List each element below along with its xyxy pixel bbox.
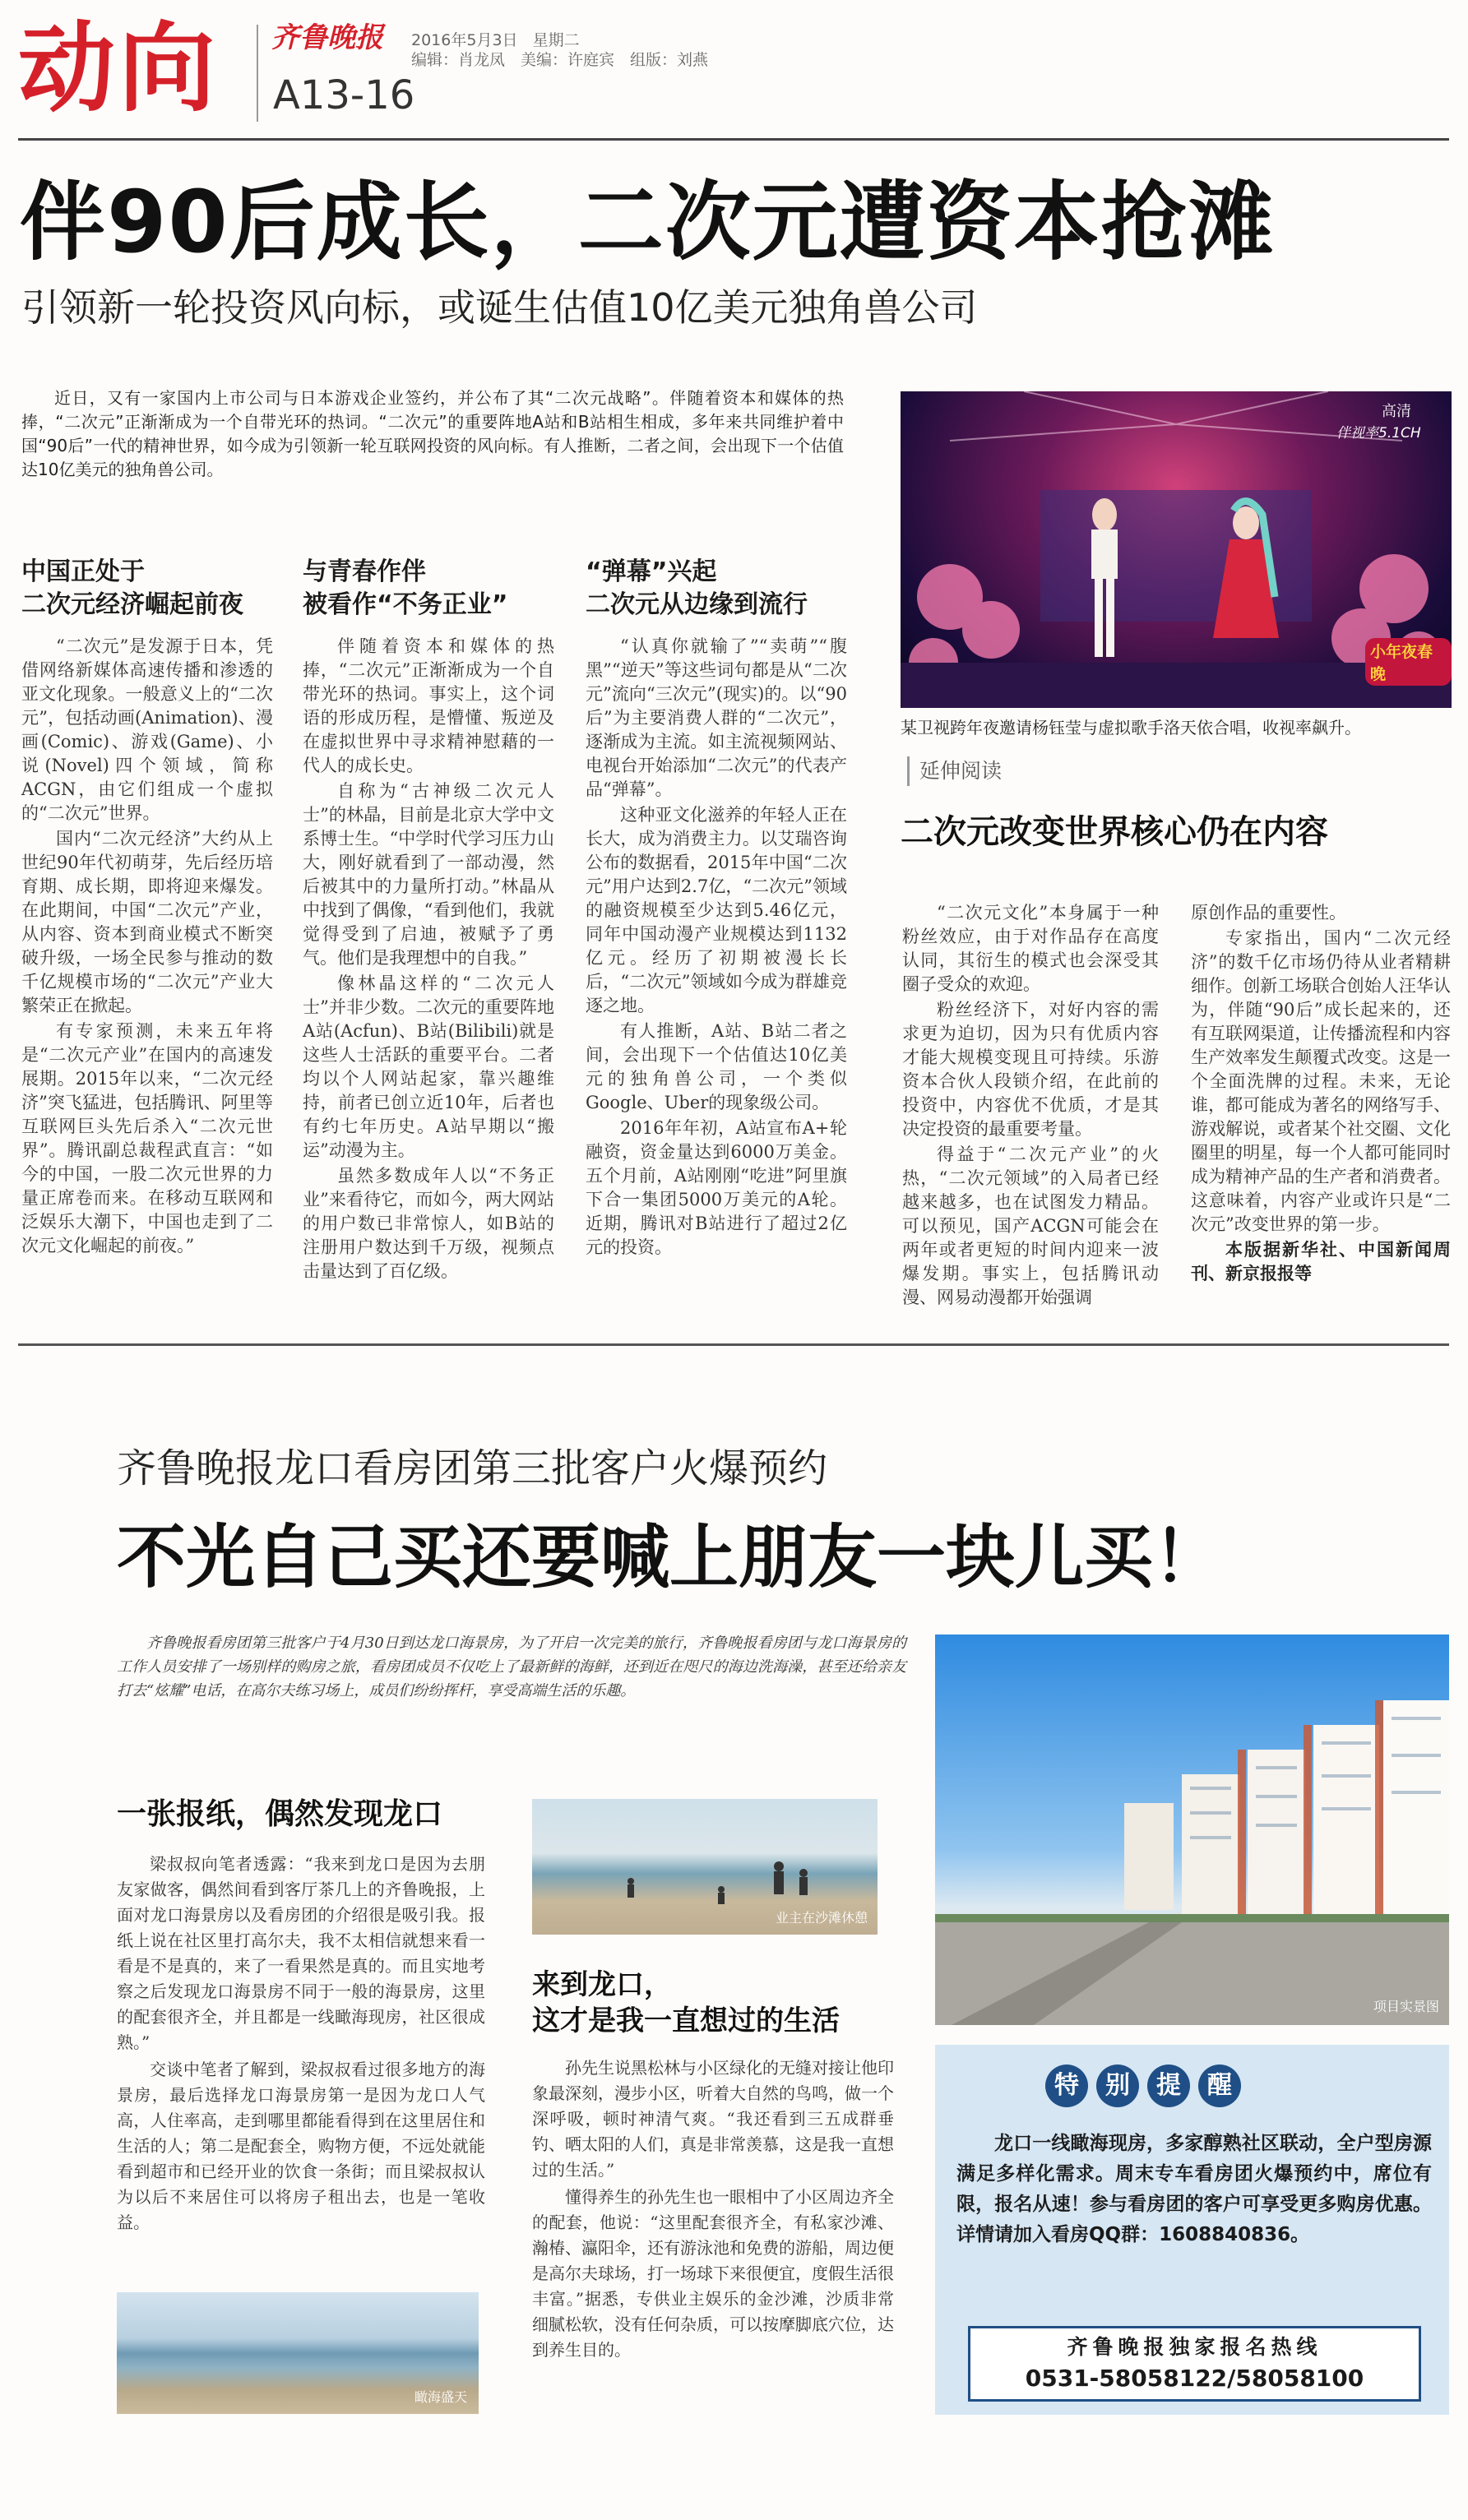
col2-para: 虽然多数成年人以“不务正业”来看待它，而如今，两大网站的用户数已非常惊人，如B站的注册用户数达到千万级，视频点击量达到了百亿级。	[303, 1166, 554, 1281]
side-a-para: 粉丝经济下，对好内容的需求更为迫切，因为只有优质内容才能大规模变现且可持续。乐游资本合伙人段锁介绍，在此前的投资中，内容优不优质，才是其决定投资的最重要考量。	[902, 1000, 1159, 1139]
col3-para: 这种亚文化滋养的年轻人正在长大，成为消费主力。以艾瑞咨询公布的数据看，2015年中国“二次元”用户达到2.7亿，“二次元”领域的融资规模至少达到5.46亿元，同年中国动漫产业规模达到1132亿元。经历了初期被漫长长后，“二次元”领域如今成为群雄竞逐之地。	[586, 805, 847, 1015]
article2-lead: 齐鲁晚报看房团第三批客户于4月30日到达龙口海景房，为了开启一次完美的旅行，齐鲁晚报看房团与龙口海景房的工作人员安排了一场别样的购房之旅，看房团成员不仅吃上了最新鲜的海鲜，还到近在咫尺的海边洗海澡，甚至还给亲友打去“炫耀”电话，在高尔夫练习场上，成员们纷纷挥杆，享受高端生活的乐趣。	[117, 1635, 906, 1699]
building-scene	[935, 1635, 1449, 2025]
article1-headline: 伴90后成长，二次元遭资本抢滩	[20, 172, 1276, 272]
article1-lead: 近日，又有一家国内上市公司与日本游戏企业签约，并公布了其“二次元战略”。伴随着资本和媒体的热捧，“二次元”正渐渐成为一个自带光环的热词。“二次元”的重要阵地A站和B站相生相成，多年来共同维护着中国“90后”一代的精神世界，如今成为引领新一轮互联网投资的风向标。有人推断，二者之间，会出现下一个估值达10亿美元的独角兽公司。	[21, 388, 844, 479]
building-photo	[935, 1635, 1449, 2025]
col3-title-1: “弹幕”兴起	[586, 557, 717, 586]
col3-body	[586, 635, 847, 1260]
hotline-box	[968, 2326, 1421, 2402]
notice-title	[1045, 2065, 1241, 2107]
section-title: 动向	[18, 12, 220, 125]
concert-photo-caption: 某卫视跨年夜邀请杨钰莹与虚拟歌手洛天依合唱，收视率飙升。	[901, 718, 1361, 738]
page-number: A13-16	[273, 72, 415, 118]
side-col-a	[902, 901, 1159, 1311]
notice-title-char: 醒	[1198, 2065, 1241, 2107]
col2-title-2: 被看作“不务正业”	[303, 590, 508, 619]
side-kicker: 延伸阅读	[907, 756, 1452, 786]
col2-body	[303, 635, 554, 1283]
side-b-para: 原创作品的重要性。	[1191, 903, 1346, 922]
col2-para: 自称为“古神级二次元人士”的林晶，目前是北京大学中文系博士生。“中学时代学习压力山大，刚好就看到了一部动漫，然后被其中的力量所打动。”林晶从中找到了偶像，“看到他们，我就觉得受到了启迪，被赋予了勇气。他们是我理想中的自我。”	[303, 781, 554, 968]
col1-title-2: 二次元经济崛起前夜	[21, 590, 243, 619]
side-a-para: 得益于“二次元产业”的火热，“二次元领域”的入局者已经越来越多，也在试图发力精品。可以预见，国产ACGN可能会在两年或者更短的时间内迎来一波爆发期。事实上，包括腾讯动漫、网易动漫都开始强调	[902, 1144, 1159, 1307]
col3-title-2: 二次元从边缘到流行	[586, 590, 808, 619]
sec1-para: 交谈中笔者了解到，梁叔叔看过很多地方的海景房，最后选择龙口海景房第一是因为龙口人气高，人住率高，走到哪里都能看得到在这里居住和生活的人；第二是配套全，购物方便，不远处就能看到超市和已经开业的饮食一条街；而且梁叔叔认为以后不来居住可以将房子租出去，也是一笔收益。	[117, 2060, 485, 2232]
building-photo-caption: 项目实景图	[1373, 1999, 1439, 2014]
sec1-para: 梁叔叔向笔者透露：“我来到龙口是因为去朋友家做客，偶然间看到客厅茶几上的齐鲁晚报，上面对龙口海景房以及看房团的介绍很是吸引我。报纸上说在社区里打高尔夫，我不太相信就想来看一看是不是真的，来了一看果然是真的。而且实地考察之后发现龙口海景房不同于一般的海景房，这里的配套很齐全，并且都是一线瞰海现房，社区很成熟。”	[117, 1854, 485, 2052]
col3-para: 2016年年初，A站宣布A+轮融资，资金量达到6000万美金。五个月前，A站刚刚“吃进”阿里旗下合一集团5000万美元的A轮。近期，腾讯对B站进行了超过2亿元的投资。	[586, 1118, 847, 1257]
hotline-label: 齐鲁晚报独家报名热线	[1067, 2335, 1322, 2359]
side-source: 本版据新华社、中国新闻周刊、新京报报等	[1191, 1240, 1451, 1283]
photo-tag: 高清	[1382, 403, 1411, 420]
article2-headline: 不光自己买还要喊上朋友一块儿买！	[117, 1517, 1223, 1598]
sec1-body	[117, 1852, 485, 2237]
side-title: 二次元改变世界核心仍在内容	[901, 813, 1328, 851]
col1-body	[21, 635, 273, 1258]
col2-title-1: 与青春作伴	[303, 557, 426, 586]
sec2-title-2: 这才是我一直想过的生活	[532, 2004, 840, 2037]
article1-col3	[586, 556, 847, 1261]
col1-para: 国内“二次元经济”大约从上世纪90年代初萌芽，先后经历培育期、成长期，即将迎来爆发。在此期间，中国“二次元”产业，从内容、资本到商业模式不断突破升级，一场全民参与推动的数千亿规模市场的“二次元”产业大繁荣正在掀起。	[21, 829, 273, 1015]
masthead-divider	[257, 25, 258, 122]
article1-col1	[21, 556, 273, 1260]
col1-para: 有专家预测，未来五年将是“二次元产业”在国内的高速发展期。2015年以来，“二次元经济”突飞猛进，包括腾讯、阿里等互联网巨头先后杀入“二次元世界”。腾讯副总裁程武直言：“如今的中国，一股二次元世界的力量正席卷而来。在移动互联网和泛娱乐大潮下，中国也走到了二次元文化崛起的前夜。”	[21, 1021, 273, 1255]
col3-para: 有人推断，A站、B站二者之间，会出现下一个估值达10亿美元的独角兽公司，一个类似Google、Uber的现象级公司。	[586, 1021, 847, 1112]
sec1-title: 一张报纸，偶然发现龙口	[117, 1797, 443, 1831]
side-feature	[901, 756, 1452, 855]
article-separator	[18, 1343, 1449, 1346]
hotline-numbers: 0531-58058122/58058100	[1025, 2365, 1364, 2392]
sec2-para: 懂得养生的孙先生也一眼相中了小区周边齐全的配套，他说：“这里配套很齐全，有私家沙滩、瀚椿、瀛阳伞，还有游泳池和免费的游船，周边便是高尔夫球场，打一场球下来很便宜，度假生活很丰富。”据悉，专供业主娱乐的金沙滩，沙质非常细腻松软，没有任何杂质，可以按摩脚底穴位，达到养生目的。	[532, 2187, 894, 2360]
sec2-title	[532, 1967, 840, 2039]
notice-title-char: 提	[1147, 2065, 1190, 2107]
photo-rating: 伴视率5.1CH	[1336, 425, 1421, 442]
photo-logo: 小年夜春晚	[1365, 638, 1452, 686]
sec2-para: 孙先生说黑松林与小区绿化的无缝对接让他印象最深刻，漫步小区，听着大自然的鸟鸣，做一个深呼吸，顿时神清气爽。“我还看到三五成群垂钓、晒太阳的人们，真是非常羡慕，这是我一直想过的生活。”	[532, 2058, 894, 2180]
coast-photo-caption: 瞰海盛天	[414, 2389, 467, 2405]
side-a-para: “二次元文化”本身属于一种粉丝效应，由于对作品存在高度认同，其衍生的模式也会深受其圈子受众的欢迎。	[902, 903, 1159, 994]
paper-logo: 齐鲁晚报	[271, 21, 383, 54]
beach-photo	[532, 1799, 878, 1935]
col2-para: 伴随着资本和媒体的热捧，“二次元”正渐渐成为一个自带光环的热词。事实上，这个词语的形成历程，是懵懂、叛逆及在虚拟世界中寻求精神慰藉的一代人的成长史。	[303, 636, 554, 775]
side-col-b	[1191, 901, 1451, 1288]
notice-text: 龙口一线瞰海现房，多家醇熟社区联动，全户型房源满足多样化需求。周末专车看房团火爆预约中，席位有限，报名从速！参与看房团的客户可享受更多购房优惠。详情请加入看房QQ群：1608840836。	[956, 2133, 1432, 2245]
date: 2016年5月3日	[411, 31, 518, 49]
sec2-body	[532, 2055, 894, 2365]
col3-para: “认真你就输了”“卖萌”“腹黑”“逆天”等这些词句都是从“二次元”流向“三次元”(现实)的。以“90后”为主要消费人群的“二次元”，逐渐成为主流。如主流视频网站、电视台开始添加“二次元”的代表产品“弹幕”。	[586, 636, 847, 799]
notice-box	[935, 2045, 1449, 2415]
notice-title-char: 别	[1096, 2065, 1139, 2107]
side-b-para: 专家指出，国内“二次元经济”的数千亿市场仍待从业者精耕细作。创新工场联合创始人汪华认为，伴随“90后”成长起来的，还有互联网渠道，让传播流程和内容生产效率发生颠覆式改变。这是一个全面洗牌的过程。未来，无论谁，都可能成为著名的网络写手、游戏解说，或者某个社交圈、文化圈里的明星，每一个人都可能同时成为精神产品的生产者和消费者。这意味着，内容产业或许只是“二次元”改变世界的第一步。	[1191, 928, 1451, 1234]
masthead	[0, 0, 1468, 140]
article1-col2	[303, 556, 554, 1285]
coast-photo	[117, 2292, 479, 2414]
sec2-title-1: 来到龙口，	[532, 1968, 672, 2001]
col1-title-1: 中国正处于	[21, 557, 145, 586]
notice-title-char: 特	[1045, 2065, 1088, 2107]
article1-subheadline: 引领新一轮投资风向标，或诞生估值10亿美元独角兽公司	[21, 285, 978, 330]
issue-date	[411, 28, 580, 50]
weekday: 星期二	[532, 31, 580, 49]
concert-photo	[901, 391, 1452, 708]
col1-para: “二次元”是发源于日本，凭借网络新媒体高速传播和渗透的亚文化现象。一般意义上的“二次元”，包括动画(Animation)、漫画(Comic)、游戏(Game)、小说(Novel)四个领域，简称ACGN，由它们组成一个虚拟的“二次元”世界。	[21, 636, 273, 823]
article2-kicker: 齐鲁晚报龙口看房团第三批客户火爆预约	[117, 1445, 828, 1491]
beach-photo-caption: 业主在沙滩休憩	[775, 1910, 868, 1926]
masthead-rule	[18, 138, 1449, 141]
editors: 编辑：肖龙凤 美编：许庭宾 组版：刘燕	[411, 51, 709, 69]
col2-para: 像林晶这样的“二次元人士”并非少数。二次元的重要阵地A站(Acfun)、B站(Bilibili)就是这些人士活跃的重要平台。二者均以个人网站起家，靠兴趣维持，前者已创立近10年，后者也有约七年历史。A站早期以“搬运”动漫为主。	[303, 973, 554, 1160]
